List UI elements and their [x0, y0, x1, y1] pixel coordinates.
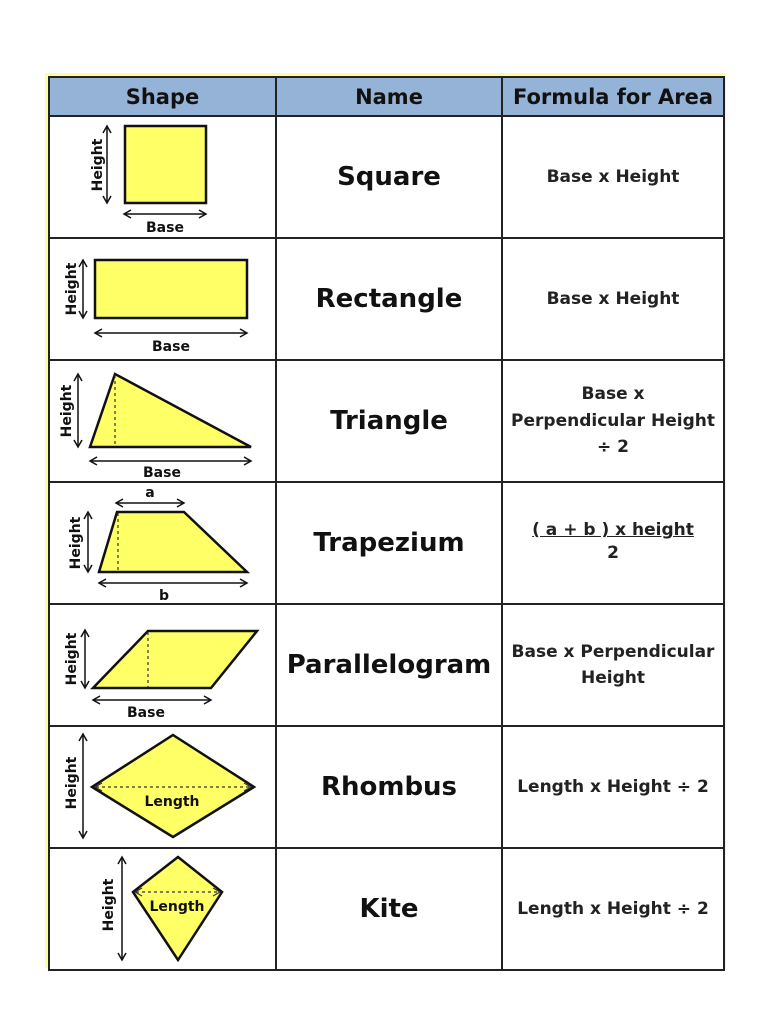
length-label: Length	[149, 899, 205, 915]
formula-line: Height	[581, 668, 645, 688]
shape-cell-rhombus	[49, 726, 276, 848]
rhombus-shape	[92, 735, 254, 837]
trapezium-diagram	[50, 483, 275, 603]
formula-rectangle: Base x Height	[502, 238, 724, 360]
rectangle-diagram	[50, 239, 275, 359]
area-formulas-sheet	[45, 73, 726, 968]
table-row-triangle	[49, 360, 724, 482]
formula-line: Perpendicular Height	[511, 410, 715, 431]
table-row-trapezium	[49, 482, 724, 604]
shape-name-rectangle: Rectangle	[276, 238, 502, 360]
formula-trapezium	[502, 482, 724, 604]
triangle-shape	[90, 374, 251, 447]
base-label: Base	[143, 465, 181, 481]
bottom-side-label: b	[158, 588, 170, 603]
base-label: Base	[152, 339, 190, 355]
height-label: Height	[64, 262, 80, 316]
header-name: Name	[276, 77, 502, 116]
formula-numerator: ( a + b ) x height	[532, 520, 694, 541]
formula-triangle	[502, 360, 724, 482]
shape-name-rhombus: Rhombus	[276, 726, 502, 848]
height-label: Height	[64, 756, 80, 810]
parallelogram-diagram	[50, 605, 275, 725]
table-row-kite	[49, 848, 724, 970]
length-label: Length	[144, 794, 200, 810]
table-row-square	[49, 116, 724, 238]
table-row-parallelogram	[49, 604, 724, 726]
height-label: Height	[64, 632, 80, 686]
top-side-label: a	[145, 485, 155, 501]
formula-line: Base x	[581, 384, 645, 405]
rectangle-shape	[95, 260, 247, 318]
square-diagram	[50, 117, 275, 237]
shape-name-kite: Kite	[276, 848, 502, 970]
square-shape	[125, 126, 206, 203]
parallelogram-shape	[93, 631, 257, 688]
header-shape: Shape	[49, 77, 276, 116]
formula-parallelogram	[502, 604, 724, 726]
shape-cell-trapezium	[49, 482, 276, 604]
area-formulas-table	[48, 76, 725, 971]
formula-rhombus: Length x Height ÷ 2	[502, 726, 724, 848]
shape-cell-parallelogram	[49, 604, 276, 726]
kite-diagram	[50, 849, 275, 969]
height-label: Height	[59, 384, 75, 438]
height-label: Height	[90, 138, 106, 192]
shape-cell-kite	[49, 848, 276, 970]
formula-kite: Length x Height ÷ 2	[502, 848, 724, 970]
shape-name-trapezium: Trapezium	[276, 482, 502, 604]
table-row-rhombus	[49, 726, 724, 848]
formula-line: ÷ 2	[597, 437, 629, 458]
shape-name-parallelogram: Parallelogram	[276, 604, 502, 726]
formula-square: Base x Height	[502, 116, 724, 238]
base-label: Base	[127, 705, 165, 721]
shape-cell-square	[49, 116, 276, 238]
trapezium-shape	[99, 512, 247, 572]
header-row	[49, 77, 724, 116]
header-formula: Formula for Area	[502, 77, 724, 116]
formula-line: Base x Perpendicular	[511, 641, 715, 662]
table-row-rectangle	[49, 238, 724, 360]
rhombus-diagram	[50, 727, 275, 847]
formula-fraction	[532, 519, 694, 565]
height-label: Height	[68, 516, 84, 570]
shape-name-triangle: Triangle	[276, 360, 502, 482]
height-label: Height	[101, 878, 117, 932]
formula-denominator: 2	[607, 543, 619, 564]
shape-cell-triangle	[49, 360, 276, 482]
base-label: Base	[146, 220, 184, 236]
triangle-diagram	[50, 361, 275, 481]
shape-cell-rectangle	[49, 238, 276, 360]
shape-name-square: Square	[276, 116, 502, 238]
